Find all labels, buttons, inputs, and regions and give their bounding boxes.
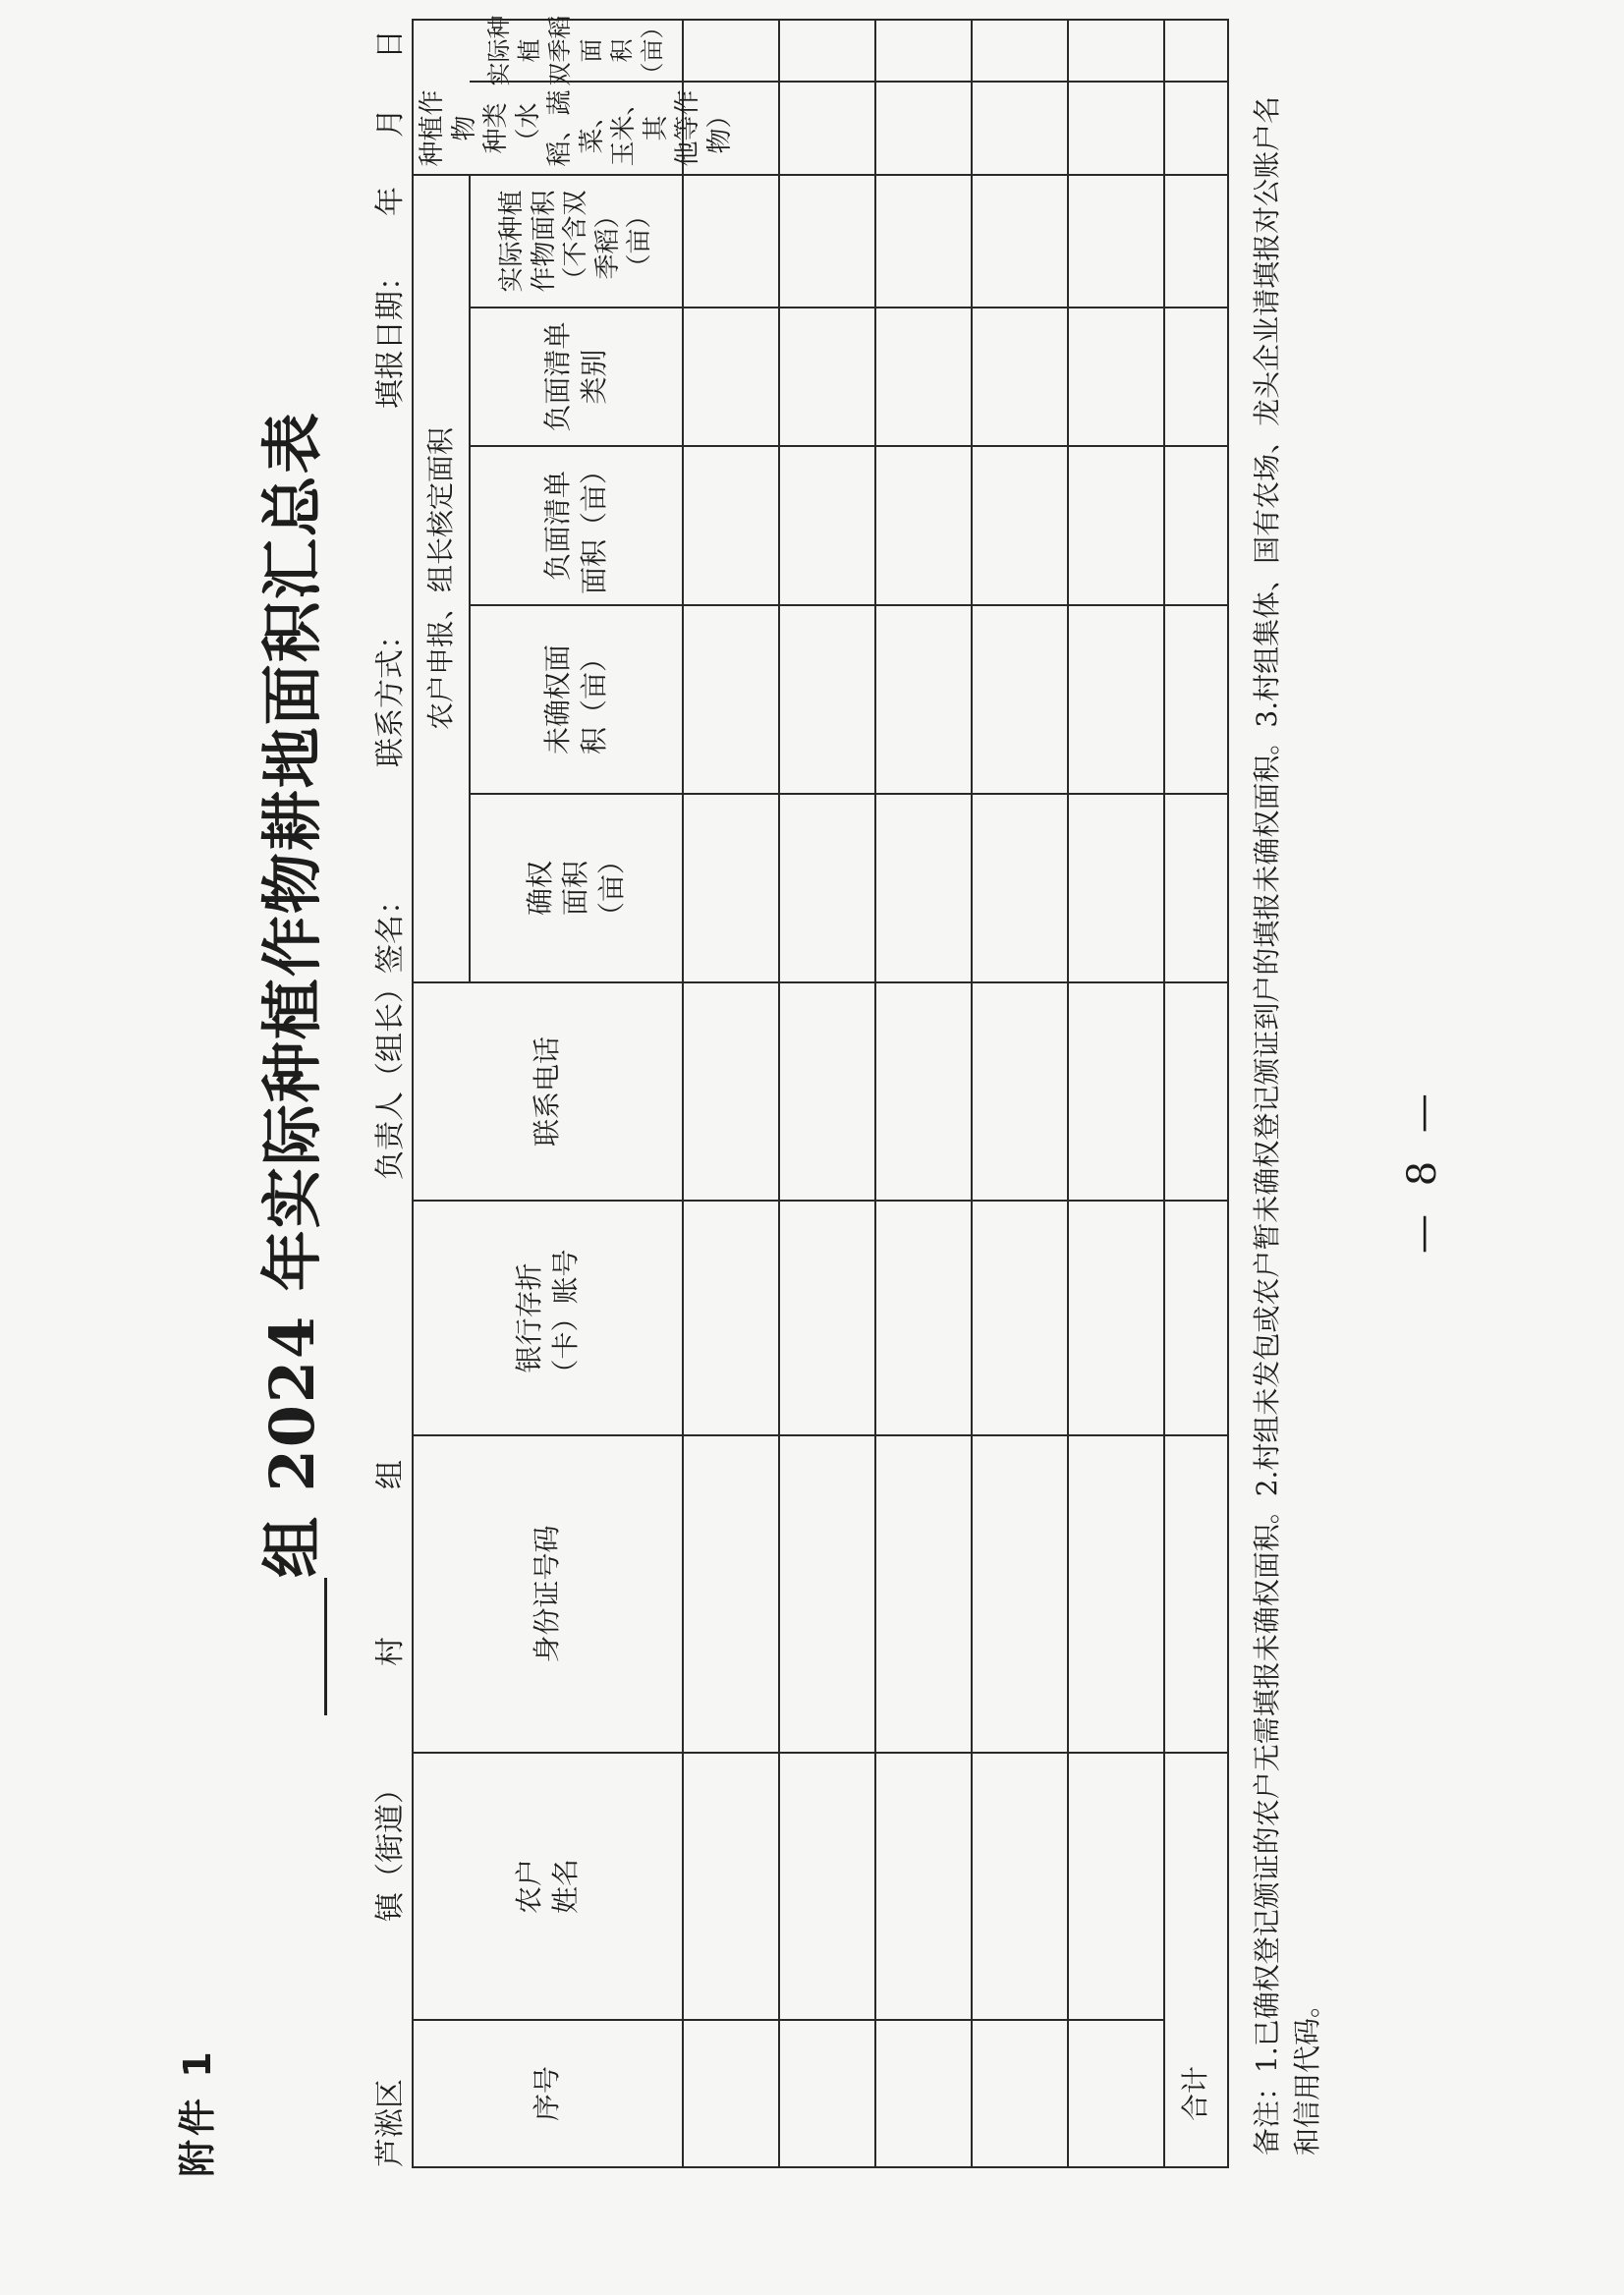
month-label: 月 [373,108,408,138]
col-header-id: 身份证号码 [531,1525,564,1663]
col-header-actual-area: 实际种植 作物面积 （不含双 季稻） （亩） [497,190,655,293]
signer-label: 负责人（组长）签名： [373,885,408,1180]
contact-label: 联系方式： [373,620,408,767]
col-header-bank: 银行存折 （卡）账号 [513,1249,582,1387]
report-date-label: 填报日期： [373,261,408,409]
page-title: 组 2024 年实际种植作物耕地面积汇总表 [256,411,328,1578]
col-header-crop-type: 种植作物 种类（水 稻、蔬菜、 玉米、其 他等作 物） [418,89,735,167]
col-header-confirmed-area: 确权 面积 （亩） [523,847,628,930]
title-blank-line[interactable] [324,1578,327,1715]
col-header-double-rice: 实际种植 双季稻面 积（亩） [484,15,666,86]
day-label: 日 [373,29,408,59]
col-header-name: 农户 姓名 [513,1859,582,1915]
town-label: 镇（街道） [373,1774,408,1922]
col-group-header: 农户申报、组长核定面积 [423,427,457,731]
col-header-negative-type: 负面清单 类别 [541,321,610,432]
village-label: 村 [373,1637,408,1666]
footnote: 备注：1.已确权登记颁证的农户无需填报未确权面积。2.村组未发包或农户暂未确权登记颁证到户的填报未确权面积。3.村组集体、国有农场、龙头企业请填报对公账户名和信用代码。 [1251,95,1323,2155]
district-label: 芦淞区 [373,2079,408,2167]
total-label: 合计 [1179,2066,1212,2122]
page-number: — 8 — [1400,1086,1445,1254]
col-header-phone: 联系电话 [531,1036,564,1148]
col-header-negative-area: 负面清单 面积（亩） [541,457,610,595]
col-header-unconfirmed-area: 未确权面 积（亩） [541,644,610,756]
attachment-label: 附件 1 [176,2047,219,2177]
group-label: 组 [373,1460,408,1489]
year-label: 年 [373,187,408,216]
col-header-seq: 序号 [531,2066,564,2122]
